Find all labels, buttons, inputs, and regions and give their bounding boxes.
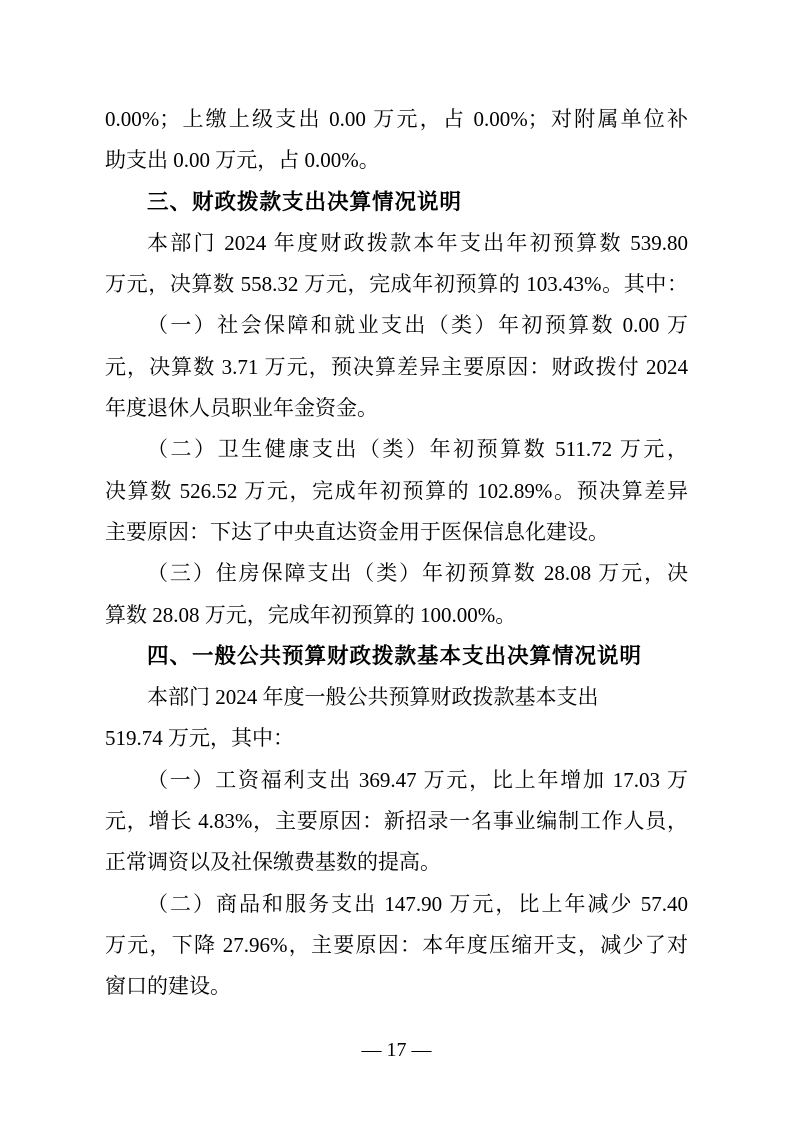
- text-line: 年度退休人员职业年金资金。: [105, 396, 378, 421]
- text-line: 主要原因：下达了中央直达资金用于医保信息化建设。: [105, 519, 609, 544]
- text-line: 本部门 2024 年度财政拨款本年支出年初预算数 539.80: [147, 230, 688, 255]
- document-body: [105, 99, 688, 1008]
- text-line: 万元，下降 27.96%，主要原因：本年度压缩开支，减少了对: [105, 932, 688, 957]
- text-line: （二）商品和服务支出 147.90 万元，比上年减少 57.40: [147, 891, 688, 916]
- text-line: 助支出 0.00 万元，占 0.00%。: [105, 148, 380, 173]
- text-line: 算数 28.08 万元，完成年初预算的 100.00%。: [105, 602, 517, 627]
- text-line: 窗口的建设。: [105, 974, 231, 999]
- section-heading: 三、财政拨款支出决算情况说明: [147, 189, 463, 214]
- text-line: 元，增长 4.83%，主要原因：新招录一名事业编制工作人员，: [105, 809, 688, 834]
- text-line: （三）住房保障支出（类）年初预算数 28.08 万元，决: [147, 561, 688, 586]
- text-line: 决算数 526.52 万元，完成年初预算的 102.89%。预决算差异: [105, 478, 688, 503]
- page-number: — 17 —: [361, 1039, 432, 1061]
- section-heading: 四、一般公共预算财政拨款基本支出决算情况说明: [147, 643, 643, 668]
- text-line: 元，决算数 3.71 万元，预决算差异主要原因：财政拨付 2024: [105, 354, 688, 379]
- text-line: 万元，决算数 558.32 万元，完成年初预算的 103.43%。其中：: [105, 272, 688, 297]
- text-line: 正常调资以及社保缴费基数的提高。: [105, 850, 441, 875]
- text-line: （一）工资福利支出 369.47 万元，比上年增加 17.03 万: [147, 767, 688, 792]
- text-line: （一）社会保障和就业支出（类）年初预算数 0.00 万: [147, 313, 688, 338]
- text-line: （二）卫生健康支出（类）年初预算数 511.72 万元，: [147, 437, 688, 462]
- text-line: 0.00%；上缴上级支出 0.00 万元，占 0.00%；对附属单位补: [105, 107, 688, 131]
- text-line: 519.74 万元，其中：: [105, 726, 294, 751]
- text-line: 本部门 2024 年度一般公共预算财政拨款基本支出: [147, 685, 599, 710]
